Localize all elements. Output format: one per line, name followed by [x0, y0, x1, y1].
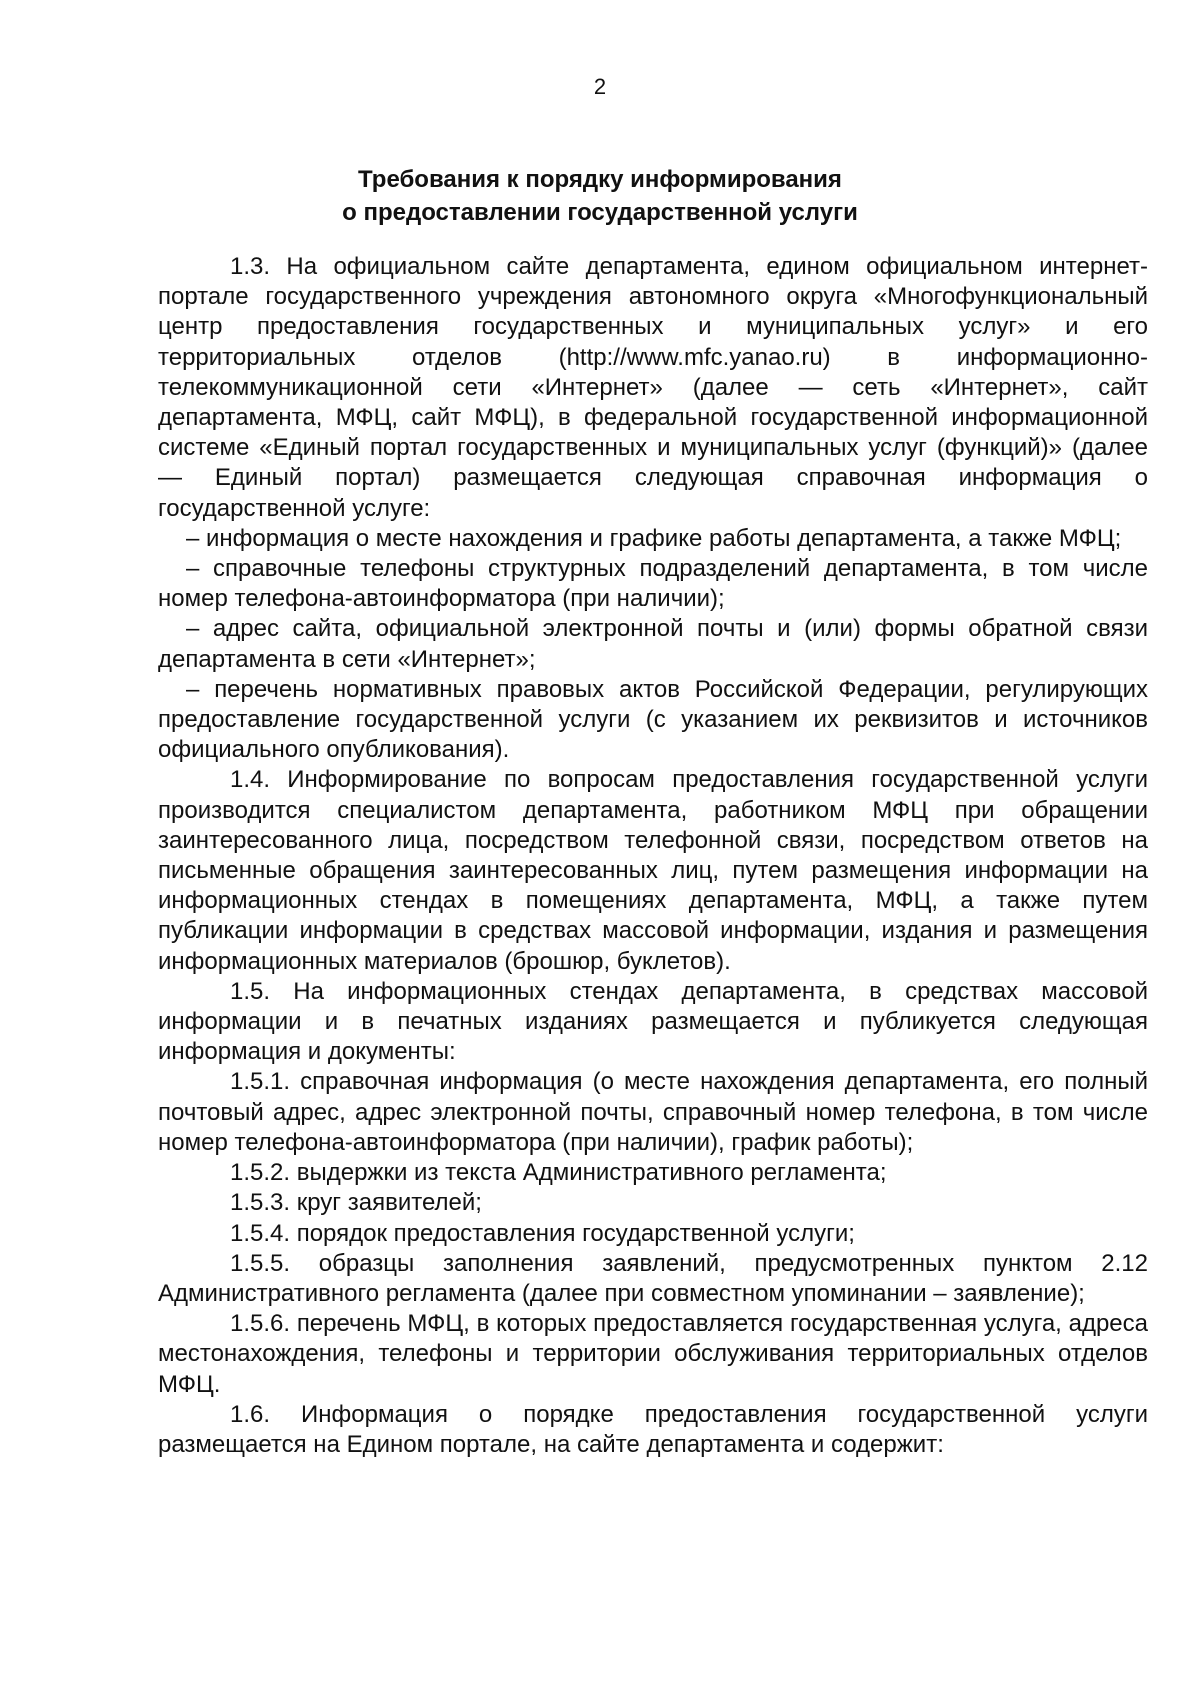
- paragraph-1-5-3: 1.5.3. круг заявителей;: [230, 1189, 482, 1217]
- section-title-line-1: Требования к порядку информирования: [358, 166, 842, 193]
- document-body: [158, 252, 1148, 1460]
- paragraph-1-3: 1.3. На официальном сайте департамента, едином официальном интернет-портале государственного учреждения автономного округа «Многофункциональный центр предоставления государственных и муниципальных услуг» и его территориальных отделов (http://www.mfc.yanao.ru) в информационно-телекоммуникационной сети «Интернет» (далее — сеть «Интернет», сайт департамента, МФЦ, сайт МФЦ), в федеральной государственной информационной системе «Единый портал государственных и муниципальных услуг (функций)» (далее — Единый портал) размещается следующая справочная информация о государственной услуге:: [158, 253, 1148, 522]
- list-item-dash-3: – адрес сайта, официальной электронной почты и (или) формы обратной связи департамента в сети «Интернет»;: [158, 615, 1148, 673]
- paragraph-1-5-5: 1.5.5. образцы заполнения заявлений, предусмотренных пунктом 2.12 Административного регламента (далее при совместном упоминании – заявление);: [158, 1249, 1148, 1307]
- page-number: 2: [593, 74, 607, 99]
- paragraph-1-5: 1.5. На информационных стендах департамента, в средствах массовой информации и в печатных изданиях размещается и публикуется следующая информация и документы:: [158, 977, 1148, 1066]
- section-title: [0, 163, 1200, 229]
- paragraph-1-5-2: 1.5.2. выдержки из текста Административного регламента;: [230, 1159, 887, 1187]
- list-item-dash-2: – справочные телефоны структурных подразделений департамента, в том числе номер телефона-автоинформатора (при наличии);: [158, 555, 1148, 613]
- section-title-line-2: о предоставлении государственной услуги: [342, 199, 858, 226]
- list-item-dash-1: – информация о месте нахождения и графике работы департамента, а также МФЦ;: [186, 524, 1122, 552]
- paragraph-1-5-4: 1.5.4. порядок предоставления государственной услуги;: [230, 1219, 855, 1247]
- list-item-dash-4: – перечень нормативных правовых актов Российской Федерации, регулирующих предоставление государственной услуги (с указанием их реквизитов и источников официального опубликования).: [158, 675, 1148, 764]
- paragraph-1-6: 1.6. Информация о порядке предоставления государственной услуги размещается на Едином портале, на сайте департамента и содержит:: [158, 1400, 1148, 1458]
- paragraph-1-5-6: 1.5.6. перечень МФЦ, в которых предоставляется государственная услуга, адреса местонахождения, телефоны и территории обслуживания территориальных отделов МФЦ.: [158, 1310, 1148, 1398]
- paragraph-1-4: 1.4. Информирование по вопросам предоставления государственной услуги производится специалистом департамента, работником МФЦ при обращении заинтересованного лица, посредством телефонной связи, посредством ответов на письменные обращения заинтересованных лиц, путем размещения информации на информационных стендах в помещениях департамента, МФЦ, а также путем публикации информации в средствах массовой информации, издания и размещения информационных материалов (брошюр, буклетов).: [158, 766, 1148, 975]
- paragraph-1-5-1: 1.5.1. справочная информация (о месте нахождения департамента, его полный почтовый адрес, адрес электронной почты, справочный номер телефона, в том числе номер телефона-автоинформатора (при наличии), график работы);: [158, 1068, 1148, 1156]
